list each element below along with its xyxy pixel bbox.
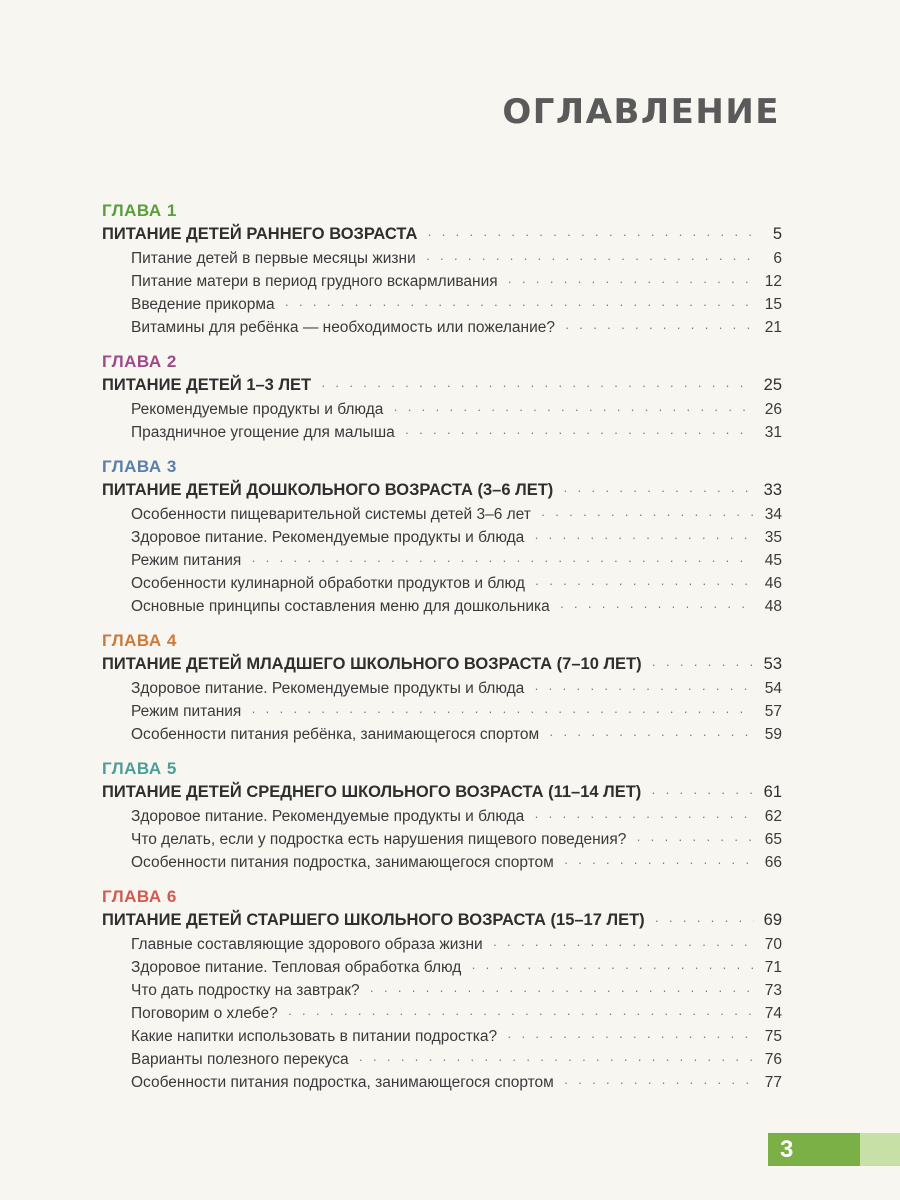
dot-leader	[285, 293, 754, 316]
toc-entry-title: ПИТАНИЕ ДЕТЕЙ 1–3 ЛЕТ	[102, 376, 312, 394]
chapter-label: ГЛАВА 2	[102, 352, 177, 371]
toc-entry-page: 71	[764, 959, 782, 976]
chapter-3	[102, 456, 782, 618]
toc-entry-title: ПИТАНИЕ ДЕТЕЙ ДОШКОЛЬНОГО ВОЗРАСТА (3–6 ЛЕТ)	[102, 481, 554, 499]
chapter-title-entry[interactable]	[102, 780, 782, 805]
toc-entry[interactable]	[102, 723, 782, 746]
chapter-title-entry[interactable]	[102, 222, 782, 247]
toc-entry-page: 70	[764, 936, 782, 953]
chapter-label: ГЛАВА 4	[102, 631, 177, 650]
toc-entry-title: Питание детей в первые месяцы жизни	[131, 250, 416, 267]
dot-leader	[493, 933, 754, 956]
toc-entry[interactable]	[102, 1002, 782, 1025]
dot-leader	[251, 700, 754, 723]
page-tab-extension	[860, 1133, 900, 1166]
toc-entry-page: 46	[764, 575, 782, 592]
dot-leader	[564, 851, 754, 874]
toc-entry[interactable]	[102, 805, 782, 828]
toc-entry[interactable]	[102, 1025, 782, 1048]
dot-leader	[370, 979, 754, 1002]
toc-entry-page: 66	[764, 854, 782, 871]
toc-entry[interactable]	[102, 421, 782, 444]
toc-entry-page: 74	[764, 1005, 782, 1022]
dot-leader	[405, 421, 754, 444]
toc-entry[interactable]	[102, 549, 782, 572]
dot-leader	[655, 908, 754, 933]
toc-entry-page: 57	[764, 703, 782, 720]
toc-entry[interactable]	[102, 956, 782, 979]
toc-entry-page: 26	[764, 401, 782, 418]
toc-entry-title: Праздничное угощение для малыша	[131, 424, 395, 441]
chapter-1	[102, 200, 782, 339]
dot-leader	[534, 805, 754, 828]
toc-entry-title: Что делать, если у подростка есть нарушения пищевого поведения?	[131, 831, 627, 848]
toc-entry-page: 31	[764, 424, 782, 441]
toc-entry-page: 59	[764, 726, 782, 743]
dot-leader	[541, 503, 754, 526]
toc-entry-page: 65	[764, 831, 782, 848]
dot-leader	[564, 1071, 754, 1094]
toc-entry[interactable]	[102, 1048, 782, 1071]
toc-entry[interactable]	[102, 526, 782, 549]
toc-entry-title: Какие напитки использовать в питании подростка?	[131, 1028, 498, 1045]
toc-entry[interactable]	[102, 677, 782, 700]
toc-entry-title: Режим питания	[131, 552, 242, 569]
toc-entry-title: ПИТАНИЕ ДЕТЕЙ МЛАДШЕГО ШКОЛЬНОГО ВОЗРАСТА (7–10 ЛЕТ)	[102, 655, 642, 673]
toc-entry[interactable]	[102, 293, 782, 316]
dot-leader	[535, 572, 754, 595]
dot-leader	[652, 652, 754, 677]
toc-entry-title: Здоровое питание. Рекомендуемые продукты и блюда	[131, 808, 525, 825]
dot-leader	[651, 780, 753, 805]
toc-entry-page: 5	[772, 225, 782, 243]
toc-entry-title: Введение прикорма	[131, 296, 275, 313]
toc-entry-page: 48	[764, 598, 782, 615]
dot-leader	[560, 595, 754, 618]
toc-entry-page: 33	[763, 481, 782, 499]
toc-entry-page: 53	[763, 655, 782, 673]
dot-leader	[359, 1048, 754, 1071]
toc-entry-title: Рекомендуемые продукты и блюда	[131, 401, 384, 418]
toc-entry-title: Витамины для ребёнка — необходимость или пожелание?	[131, 319, 555, 336]
toc-entry-title: Варианты полезного перекуса	[131, 1051, 349, 1068]
toc-entry-title: Питание матери в период грудного вскармливания	[131, 273, 498, 290]
chapter-2	[102, 351, 782, 444]
page-number: 3	[768, 1133, 860, 1166]
toc-entry-page: 62	[764, 808, 782, 825]
toc-entry-page: 25	[763, 376, 782, 394]
toc-entry-title: Особенности пищеварительной системы детей 3–6 лет	[131, 506, 531, 523]
toc-entry-page: 34	[764, 506, 782, 523]
toc-entry-title: Особенности питания подростка, занимающегося спортом	[131, 854, 554, 871]
toc-entry-title: Здоровое питание. Тепловая обработка блюд	[131, 959, 462, 976]
chapter-label: ГЛАВА 6	[102, 887, 177, 906]
dot-leader	[534, 526, 754, 549]
chapter-title-entry[interactable]	[102, 373, 782, 398]
toc-entry[interactable]	[102, 700, 782, 723]
dot-leader	[508, 270, 754, 293]
toc-entry-page: 61	[763, 783, 782, 801]
toc-entry-title: Особенности кулинарной обработки продуктов и блюд	[131, 575, 525, 592]
chapter-4	[102, 630, 782, 746]
toc-entry-page: 6	[773, 250, 782, 267]
toc-entry-title: Поговорим о хлебе?	[131, 1005, 278, 1022]
toc-entry-page: 75	[764, 1028, 782, 1045]
toc-entry-title: ПИТАНИЕ ДЕТЕЙ СРЕДНЕГО ШКОЛЬНОГО ВОЗРАСТА (11–14 ЛЕТ)	[102, 783, 642, 801]
toc-entry[interactable]	[102, 595, 782, 618]
chapter-title-entry[interactable]	[102, 478, 782, 503]
toc-entry[interactable]	[102, 1071, 782, 1094]
toc-entry[interactable]	[102, 247, 782, 270]
dot-leader	[321, 373, 754, 398]
toc-entry-page: 73	[764, 982, 782, 999]
toc-entry[interactable]	[102, 572, 782, 595]
dot-leader	[549, 723, 754, 746]
chapter-title-entry[interactable]	[102, 652, 782, 677]
toc-entry[interactable]	[102, 979, 782, 1002]
toc-entry-title: Основные принципы составления меню для дошкольника	[131, 598, 550, 615]
toc-entry[interactable]	[102, 398, 782, 421]
dot-leader	[563, 478, 753, 503]
chapter-label: ГЛАВА 5	[102, 759, 177, 778]
dot-leader	[426, 247, 754, 270]
toc-entry-page: 21	[764, 319, 782, 336]
toc-entry-title: Здоровое питание. Рекомендуемые продукты и блюда	[131, 680, 525, 697]
chapter-title-entry[interactable]	[102, 908, 782, 933]
dot-leader	[288, 1002, 754, 1025]
toc-entry[interactable]	[102, 933, 782, 956]
toc-entry-page: 69	[763, 911, 782, 929]
chapter-6	[102, 886, 782, 1094]
toc-entry-title: Режим питания	[131, 703, 242, 720]
page-number-tab	[768, 1133, 900, 1166]
toc-entry-title: Что дать подростку на завтрак?	[131, 982, 360, 999]
dot-leader	[393, 398, 754, 421]
toc-entry[interactable]	[102, 851, 782, 874]
dot-leader	[471, 956, 754, 979]
toc-entry-page: 15	[764, 296, 782, 313]
toc-entry-page: 76	[764, 1051, 782, 1068]
chapter-5	[102, 758, 782, 874]
chapter-label: ГЛАВА 3	[102, 457, 177, 476]
toc-entry-page: 45	[764, 552, 782, 569]
toc-entry-title: Особенности питания подростка, занимающегося спортом	[131, 1074, 554, 1091]
toc-entry[interactable]	[102, 270, 782, 293]
toc-entry-title: ПИТАНИЕ ДЕТЕЙ РАННЕГО ВОЗРАСТА	[102, 225, 418, 243]
toc-entry-page: 12	[764, 273, 782, 290]
toc-entry-page: 35	[764, 529, 782, 546]
toc-entry[interactable]	[102, 828, 782, 851]
dot-leader	[251, 549, 754, 572]
toc-entry-title: ПИТАНИЕ ДЕТЕЙ СТАРШЕГО ШКОЛЬНОГО ВОЗРАСТА (15–17 ЛЕТ)	[102, 911, 645, 929]
toc-entry[interactable]	[102, 503, 782, 526]
chapter-label: ГЛАВА 1	[102, 201, 177, 220]
table-of-contents	[102, 200, 782, 1106]
dot-leader	[534, 677, 754, 700]
toc-entry-page: 77	[764, 1074, 782, 1091]
toc-entry-title: Особенности питания ребёнка, занимающегося спортом	[131, 726, 540, 743]
dot-leader	[427, 222, 754, 247]
toc-entry-title: Главные составляющие здорового образа жизни	[131, 936, 483, 953]
page-title: ОГЛАВЛЕНИЕ	[502, 92, 780, 132]
dot-leader	[565, 316, 754, 339]
toc-entry-page: 54	[764, 680, 782, 697]
toc-entry[interactable]	[102, 316, 782, 339]
dot-leader	[507, 1025, 754, 1048]
dot-leader	[636, 828, 754, 851]
toc-entry-title: Здоровое питание. Рекомендуемые продукты и блюда	[131, 529, 525, 546]
